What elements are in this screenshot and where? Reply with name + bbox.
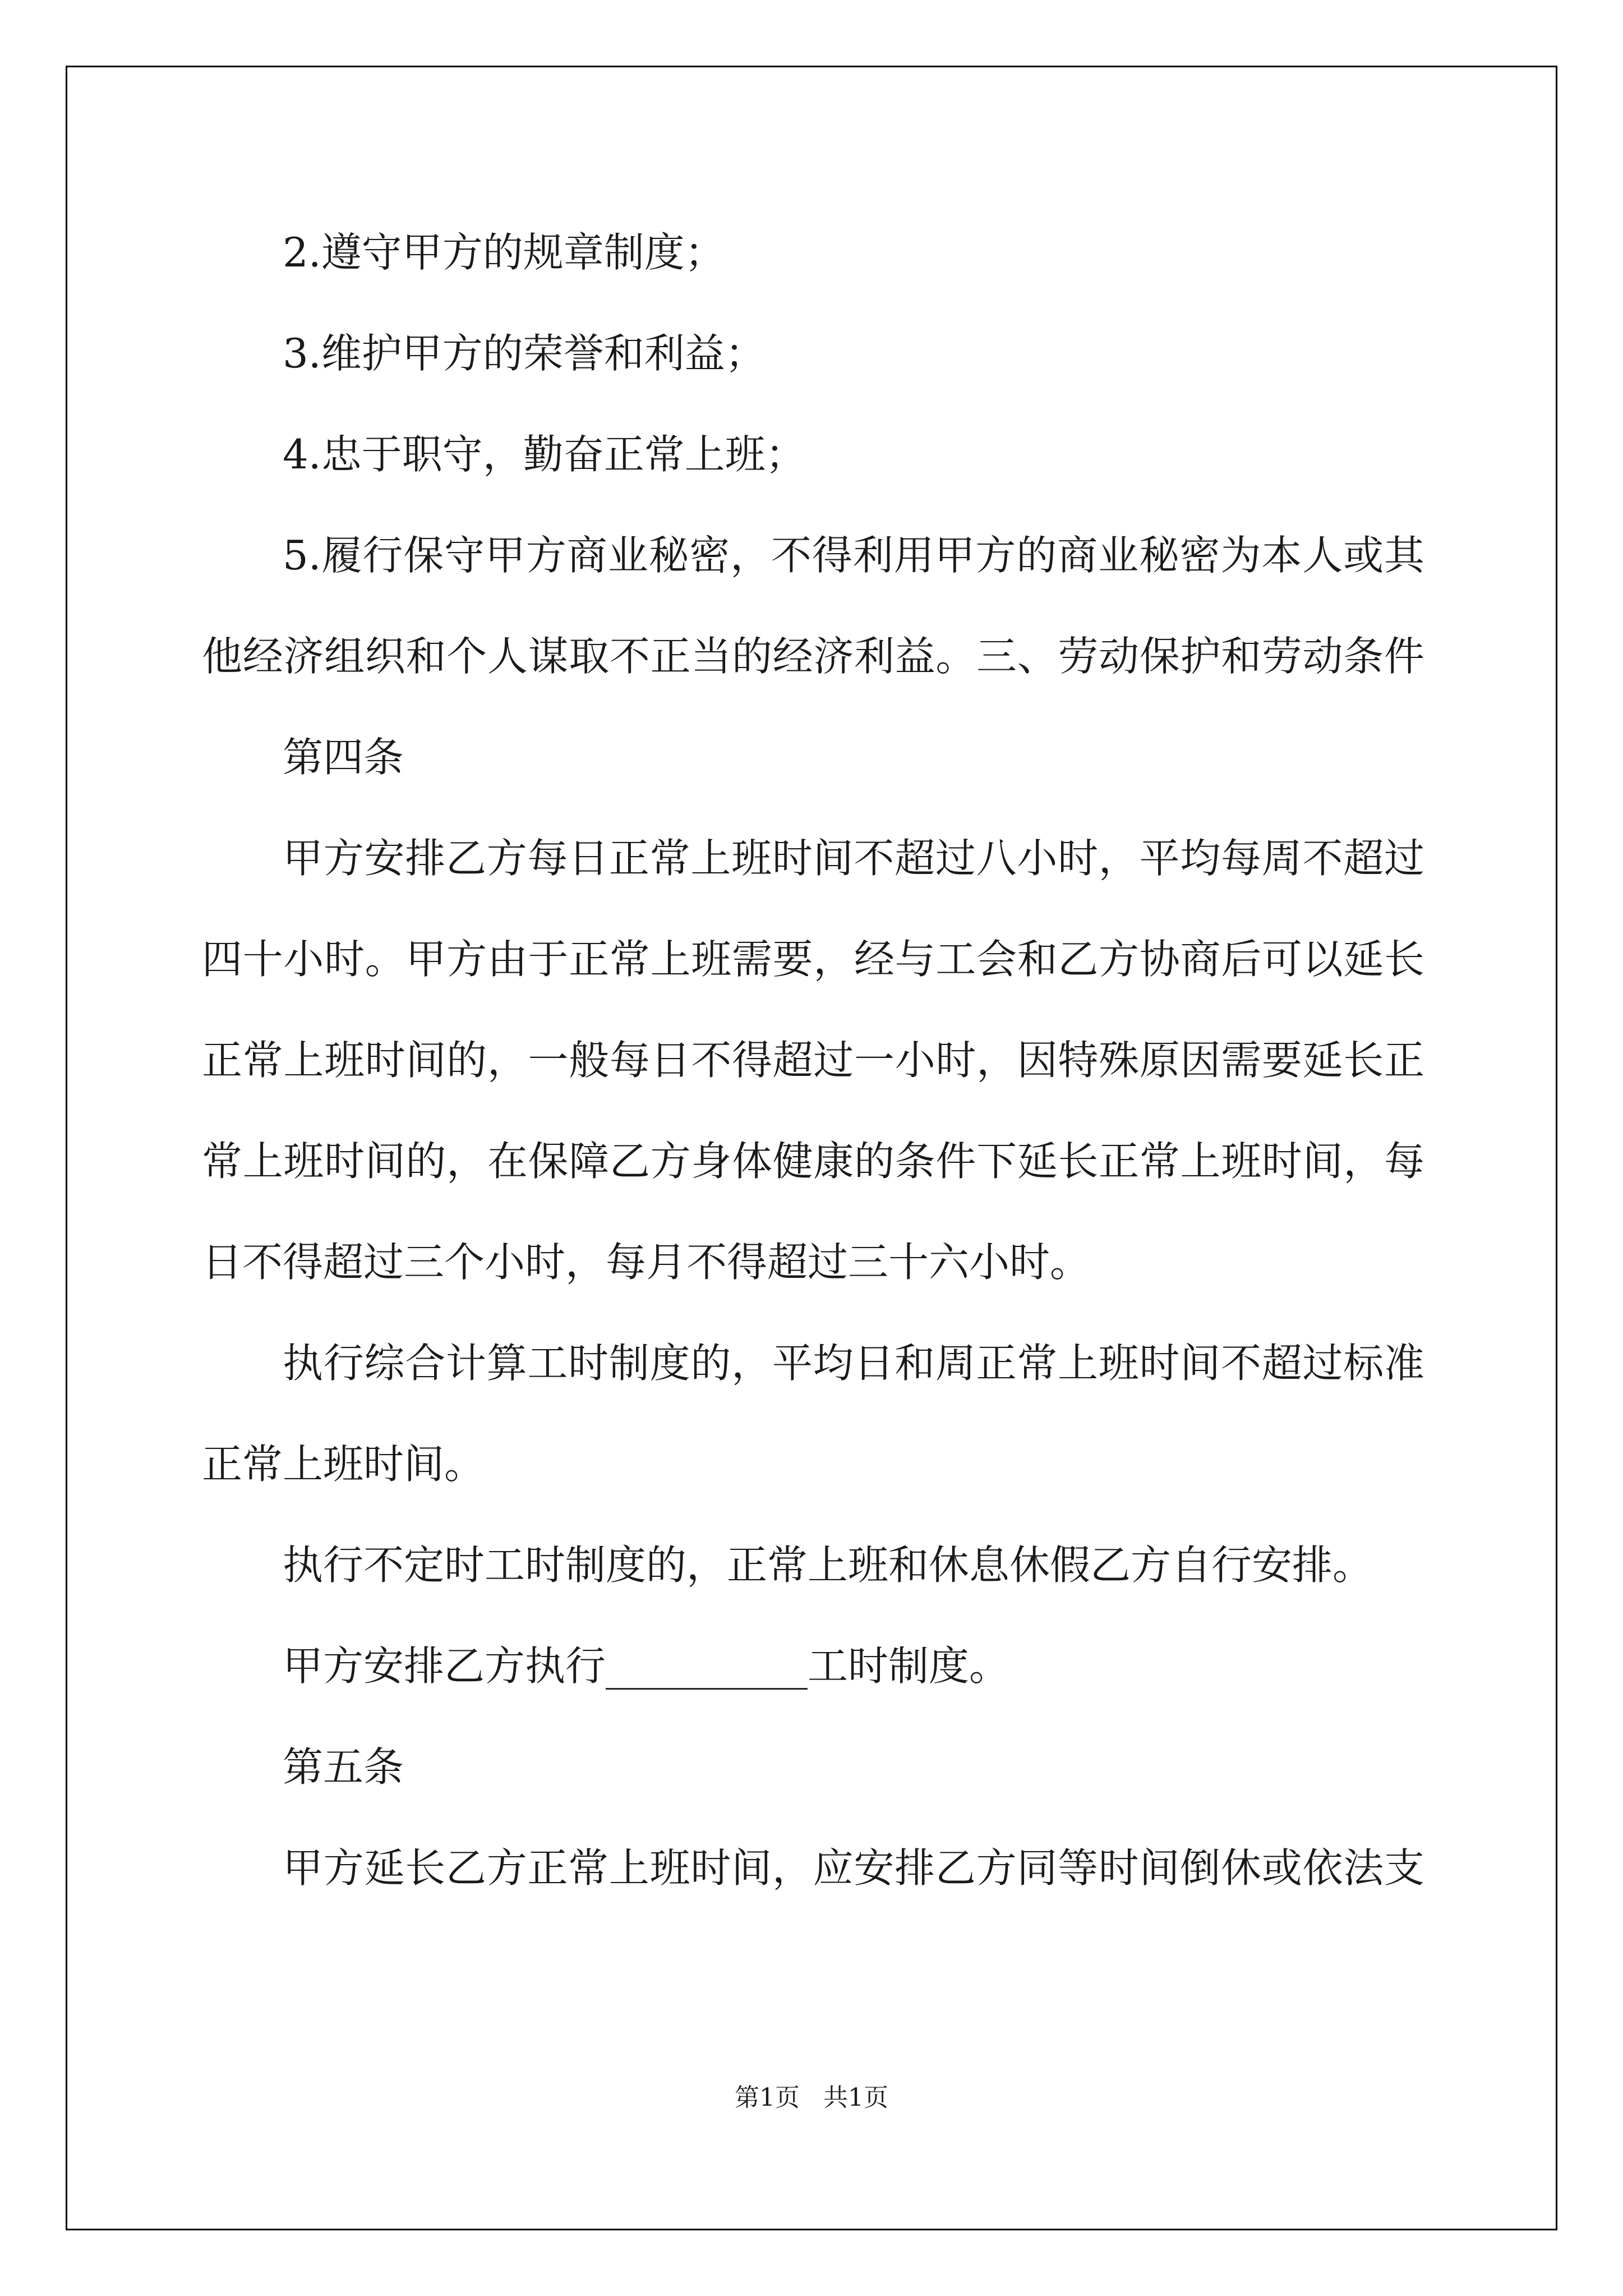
paragraph-line: 执行综合计算工时制度的，平均日和周正常上班时间不超过标准: [283, 1340, 1424, 1387]
section-heading: 第五条: [283, 1743, 404, 1791]
paragraph-line: 常上班时间的，在保障乙方身体健康的条件下延长正常上班时间，每: [202, 1138, 1424, 1185]
paragraph-line: 3.维护甲方的荣誉和利益；: [283, 330, 766, 377]
paragraph-line: 甲方延长乙方正常上班时间，应安排乙方同等时间倒休或依法支: [283, 1844, 1424, 1892]
paragraph-line: 甲方安排乙方每日正常上班时间不超过八小时，平均每周不超过: [283, 835, 1424, 882]
page-number: 第1页: [735, 2083, 800, 2112]
paragraph-line: 5.履行保守甲方商业秘密，不得利用甲方的商业秘密为本人或其: [283, 532, 1424, 579]
page-footer: [0, 2081, 1623, 2115]
page-total: 共1页: [823, 2083, 888, 2112]
paragraph-line: 正常上班时间。: [202, 1441, 485, 1488]
paragraph-line: 他经济组织和个人谋取不正当的经济利益。三、劳动保护和劳动条件: [202, 633, 1424, 680]
paragraph-line: 执行不定时工时制度的，正常上班和休息休假乙方自行安排。: [283, 1542, 1373, 1589]
section-heading: 第四条: [283, 734, 404, 781]
paragraph-line: 日不得超过三个小时，每月不得超过三十六小时。: [202, 1239, 1091, 1286]
paragraph-line: 四十小时。甲方由于正常上班需要，经与工会和乙方协商后可以延长: [202, 936, 1424, 983]
paragraph-line: 4.忠于职守，勤奋正常上班；: [283, 431, 806, 478]
paragraph-line: 正常上班时间的，一般每日不得超过一小时，因特殊原因需要延长正: [202, 1037, 1424, 1084]
paragraph-line: 甲方安排乙方执行__________工时制度。: [283, 1642, 1010, 1690]
paragraph-line: 2.遵守甲方的规章制度；: [283, 229, 725, 276]
